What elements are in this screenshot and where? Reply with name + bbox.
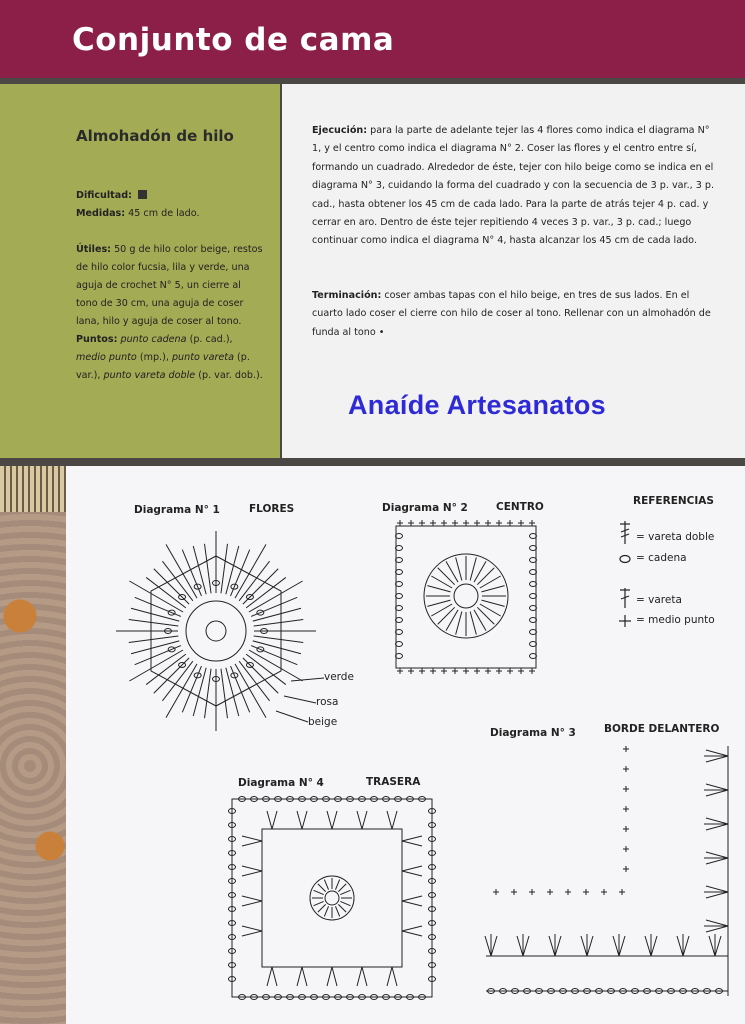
execution-text: para la parte de adelante tejer las 4 flores como indica el diagrama N° 1, y el centro como indica el diagrama N° 2. Coser las flores y el centro entre sí, formando un cuadrado. Alrededor de éste, tejer con hilo beige como se indica en el diagrama N° 3, cuidando la forma del cuadrado y con la secuencia de 3 p. var., 3 p. cad., hasta obtener los 45 cm de cada lado. Para la parte de atrás tejer 4 p. cad. y cerrar en aro. Dentro de éste tejer repitiendo 4 veces 3 p. var., 3 p. cad.; luego continuar como indica el diagrama N° 4, hasta alcanzar los 45 cm de cada lado. [312, 125, 715, 247]
measures-label: Medidas: [76, 208, 126, 219]
crochet-photo [0, 466, 66, 1024]
difficulty-icon [138, 190, 147, 199]
cadena-icon [620, 556, 630, 563]
medio-punto-icon [619, 615, 631, 627]
execution-label: Ejecución: [312, 125, 368, 136]
finishing-paragraph [312, 287, 717, 342]
project-title: Almohadón de hilo [76, 127, 234, 145]
diagrams-panel [66, 466, 745, 1024]
wicker-photo [0, 466, 66, 512]
materials-sidebar [0, 84, 280, 458]
page-header [0, 0, 745, 78]
execution-paragraph [312, 122, 717, 251]
tools-paragraph [76, 241, 264, 385]
diagrams-canvas [66, 466, 745, 1024]
diagram-1-title: Diagrama N° 1 [134, 504, 220, 516]
stitch-2-abbr: (mp.), [139, 352, 169, 363]
diagram-3-title: Diagrama N° 3 [490, 727, 576, 739]
stitches-label: Puntos: [76, 334, 118, 345]
diagram-2-centre [396, 520, 537, 674]
label-rosa: rosa [316, 696, 339, 708]
diagram-2-title: Diagrama N° 2 [382, 502, 468, 514]
measures-value: 45 cm de lado. [128, 208, 200, 219]
diagram-3-name: BORDE DELANTERO [604, 723, 720, 735]
ref-label-vareta-doble: = vareta doble [636, 531, 715, 543]
stitch-3-abbr: (p. var.), [76, 352, 250, 381]
label-verde: verde [324, 671, 354, 683]
diagram-1-name: FLORES [249, 503, 295, 515]
stitch-1: punto cadena [120, 334, 187, 345]
references-title: REFERENCIAS [633, 495, 714, 507]
label-beige: beige [308, 716, 338, 728]
ref-label-cadena: = cadena [636, 552, 687, 564]
vareta-doble-icon [620, 521, 630, 544]
diagram-1-spokes [116, 531, 316, 731]
tools-label: Útiles: [76, 244, 112, 255]
stitch-3: punto vareta [171, 352, 234, 363]
diagram-3-border [485, 746, 728, 996]
stitch-4: punto vareta doble [103, 370, 196, 381]
ref-label-vareta: = vareta [636, 594, 682, 606]
diagram-2-name: CENTRO [496, 501, 544, 513]
stitch-1-abbr: (p. cad.), [189, 334, 233, 345]
stitch-2: medio punto [76, 352, 137, 363]
watermark: Anaíde Artesanatos [348, 390, 606, 420]
finishing-label: Terminación: [312, 290, 382, 301]
page-title: Conjunto de cama [72, 22, 395, 58]
difficulty-line [76, 187, 264, 205]
instructions-panel [282, 84, 745, 458]
ref-label-medio-punto: = medio punto [636, 614, 715, 626]
tools-text: 50 g de hilo color beige, restos de hilo color fucsia, lila y verde, una aguja de crochet N° 5, un cierre al tono de 30 cm, una aguja de coser lana, hilo y aguja de coser al tono. [76, 244, 263, 327]
measures-line [76, 205, 264, 223]
finishing-text: coser ambas tapas con el hilo beige, en tres de sus lados. En el cuarto lado coser el cierre con hilo de coser al tono. Rellenar con un almohadón de funda al tono • [312, 290, 711, 338]
diagram-4-name: TRASERA [366, 776, 421, 788]
stitch-4-abbr: (p. var. dob.). [198, 370, 263, 381]
vareta-icon [620, 588, 630, 608]
difficulty-label: Dificultad: [76, 190, 132, 201]
diagram-1-flower [116, 531, 324, 731]
diagram-4-title: Diagrama N° 4 [238, 777, 324, 789]
diagram-4-back [229, 797, 436, 1000]
